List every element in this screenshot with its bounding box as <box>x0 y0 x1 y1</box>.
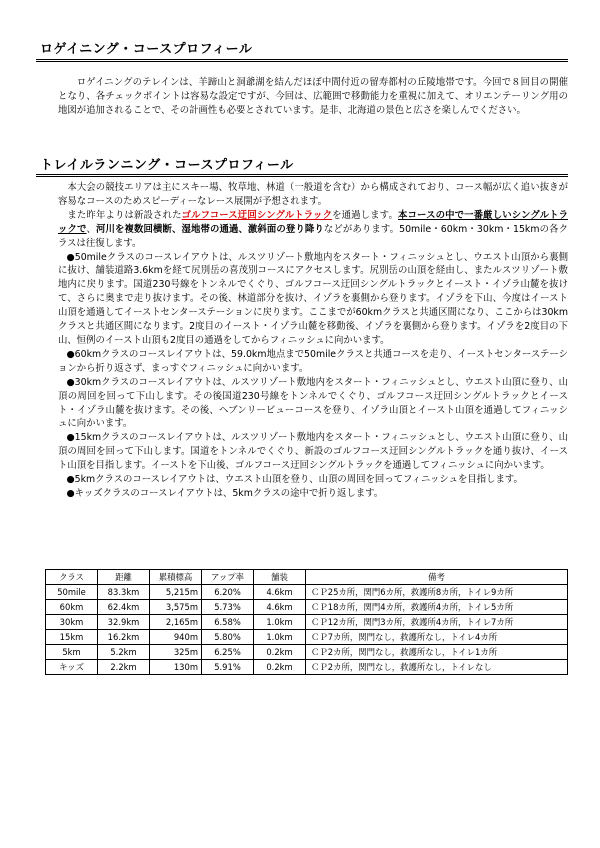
header-notes: 備考 <box>306 570 568 585</box>
cell-notes: ＣＰ18カ所，関門4カ所，救護所4カ所，トイレ5カ所 <box>306 600 568 615</box>
cell-up-rate: 5.80% <box>202 630 254 645</box>
table-row <box>46 600 568 615</box>
header-paved: 舗装 <box>254 570 306 585</box>
cell-paved: 4.6km <box>254 600 306 615</box>
paragraph-golf-track <box>58 209 568 251</box>
course-table <box>45 569 568 675</box>
table-header-row <box>46 570 568 585</box>
cell-up-rate: 6.58% <box>202 615 254 630</box>
table-row <box>46 645 568 660</box>
cell-up-rate: 6.25% <box>202 645 254 660</box>
highlight-obstacles: 河川を複数回横断、湿地帯の通過、激斜面の登り降り <box>96 223 324 235</box>
cell-distance: 5.2km <box>98 645 150 660</box>
rogaining-description: ロゲイニングのテレインは、羊蹄山と洞爺湖を結んだほぼ中間付近の留寿都村の丘陵地帯です。今回で８回目の開催となり、各チェックポイントは容易な設定ですが、今回は、広範囲で移動能力を重視に加えて、オリエンテーリング用の地図が追加されることで、その計画性も必要とされています。是非、北海道の景色と広さを楽しんでください。 <box>58 77 568 116</box>
text: を通過します。 <box>332 209 398 221</box>
paragraph-30km: ●30kmクラスのコースレイアウトは、ルスツリゾート敷地内をスタート・フィニッシュとし、ウエスト山頂に登り、山頂の周回を回って下山します。その後国道230号線をトンネルでくぐり、ゴルフコース迂回シングルトラックとイースト・イゾラ山麓を抜けます。その後、ヘブンリービューコースを登り、イゾラ山頂とイースト山頂を通過してフィニッシュに向かいます。 <box>58 376 568 430</box>
header-elevation: 累積標高 <box>150 570 202 585</box>
cell-paved: 1.0km <box>254 630 306 645</box>
cell-distance: 32.9km <box>98 615 150 630</box>
paragraph-60km: ●60kmクラスのコースレイアウトは、59.0km地点まで50mileクラスと共通コースを走り、イーストセンターステーションから折り返さず、まっすぐフィニッシュに向かいます。 <box>58 348 568 374</box>
cell-paved: 0.2km <box>254 645 306 660</box>
table-row <box>46 630 568 645</box>
paragraph-intro: 本大会の競技エリアは主にスキー場、牧草地、林道（一般道を含む）から構成されており、コース幅が広く追い抜きが容易なコースのためスピーディーなレース展開が予想されます。 <box>58 182 568 207</box>
cell-class: キッズ <box>46 660 98 675</box>
paragraph-kids: ●キッズクラスのコースレイアウトは、5kmクラスの途中で折り返します。 <box>66 487 384 499</box>
highlight-golf-course-track: ゴルフコース迂回シングルトラック <box>181 209 333 221</box>
header-class: クラス <box>46 570 98 585</box>
cell-notes: ＣＰ25カ所，関門6カ所，救護所8カ所，トイレ9カ所 <box>306 585 568 600</box>
cell-class: 15km <box>46 630 98 645</box>
cell-distance: 62.4km <box>98 600 150 615</box>
cell-notes: ＣＰ7カ所，関門なし，救護所なし，トイレ4カ所 <box>306 630 568 645</box>
paragraph-15km: ●15kmクラスのコースレイアウトは、ルスツリゾート敷地内をスタート・フィニッシュとし、ウエスト山頂に登り、山頂の周回を回って下山します。国道をトンネルでくぐり、新設のゴルフコース迂回シングルトラックを通り抜け、イースト山頂を目指します。イーストを下山後、ゴルフコース迂回シングルトラックを通過してフィニッシュに向かいます。 <box>58 432 568 472</box>
section-title-trail-running: トレイルランニング・コースプロフィール <box>40 158 294 173</box>
cell-class: 50mile <box>46 585 98 600</box>
text: などがあります。50mile・60km・30km・15kmの各クラスは往復します。 <box>58 223 568 249</box>
paragraph-5km: ●5kmクラスのコースレイアウトは、ウエスト山頂を登り、山頂の周回を回ってフィニッシュを目指します。 <box>66 474 523 486</box>
cell-up-rate: 5.91% <box>202 660 254 675</box>
cell-paved: 0.2km <box>254 660 306 675</box>
section-divider <box>36 59 568 62</box>
cell-paved: 4.6km <box>254 585 306 600</box>
table-row <box>46 660 568 675</box>
header-distance: 距離 <box>98 570 150 585</box>
header-up-rate: アップ率 <box>202 570 254 585</box>
cell-distance: 2.2km <box>98 660 150 675</box>
cell-notes: ＣＰ2カ所，関門なし，救護所なし，トイレ1カ所 <box>306 645 568 660</box>
cell-notes: ＣＰ2カ所，関門なし，救護所なし，トイレなし <box>306 660 568 675</box>
cell-elevation: 130m <box>150 660 202 675</box>
paragraph-50mile: ●50mileクラスのコースレイアウトは、ルスツリゾート敷地内をスタート・フィニッシュとし、ウエスト山頂から裏側に抜け、舗装道路3.6kmを経て尻別岳の喜茂別コースにアクセスします。尻別岳の山頂を経由し、またルスツリゾート敷地内に戻ります。国道230号線をトンネルでくぐり、ゴルフコース迂回シングルトラックとイースト・イゾラ山麓を抜けて、さらに奥まで走り抜けます。その後、林道部分を抜け、イゾラを裏側から登ります。イゾラを下山、今度はイースト山頂を通過してイーストセンターステーションに戻ります。ここまでが60kmクラスと共通区間になり、ここからは30kmクラスと共通区間になります。2度目のイースト・イゾラ山麓を移動後、イゾラを裏側から登ります。イゾラを2度目の下山、恒例のイースト山頂も2度目の通過をしてからフィニッシュに向かいます。 <box>58 251 568 346</box>
table-row <box>46 585 568 600</box>
trail-running-description <box>58 181 568 501</box>
section-title-rogaining: ロゲイニング・コースプロフィール <box>40 42 253 57</box>
text: また昨年よりは新設された <box>67 209 182 221</box>
section-divider <box>36 174 568 177</box>
cell-elevation: 5,215m <box>150 585 202 600</box>
highlight-hardest-track: 本コースの中で一番厳しいシングルトラックで <box>58 209 569 235</box>
cell-distance: 83.3km <box>98 585 150 600</box>
cell-paved: 1.0km <box>254 615 306 630</box>
table-row <box>46 615 568 630</box>
cell-elevation: 325m <box>150 645 202 660</box>
cell-class: 30km <box>46 615 98 630</box>
cell-elevation: 940m <box>150 630 202 645</box>
cell-notes: ＣＰ12カ所，関門3カ所，救護所4カ所，トイレ7カ所 <box>306 615 568 630</box>
cell-elevation: 2,165m <box>150 615 202 630</box>
cell-up-rate: 6.20% <box>202 585 254 600</box>
cell-distance: 16.2km <box>98 630 150 645</box>
cell-class: 5km <box>46 645 98 660</box>
cell-elevation: 3,575m <box>150 600 202 615</box>
cell-up-rate: 5.73% <box>202 600 254 615</box>
text: 、 <box>86 223 96 235</box>
cell-class: 60km <box>46 600 98 615</box>
